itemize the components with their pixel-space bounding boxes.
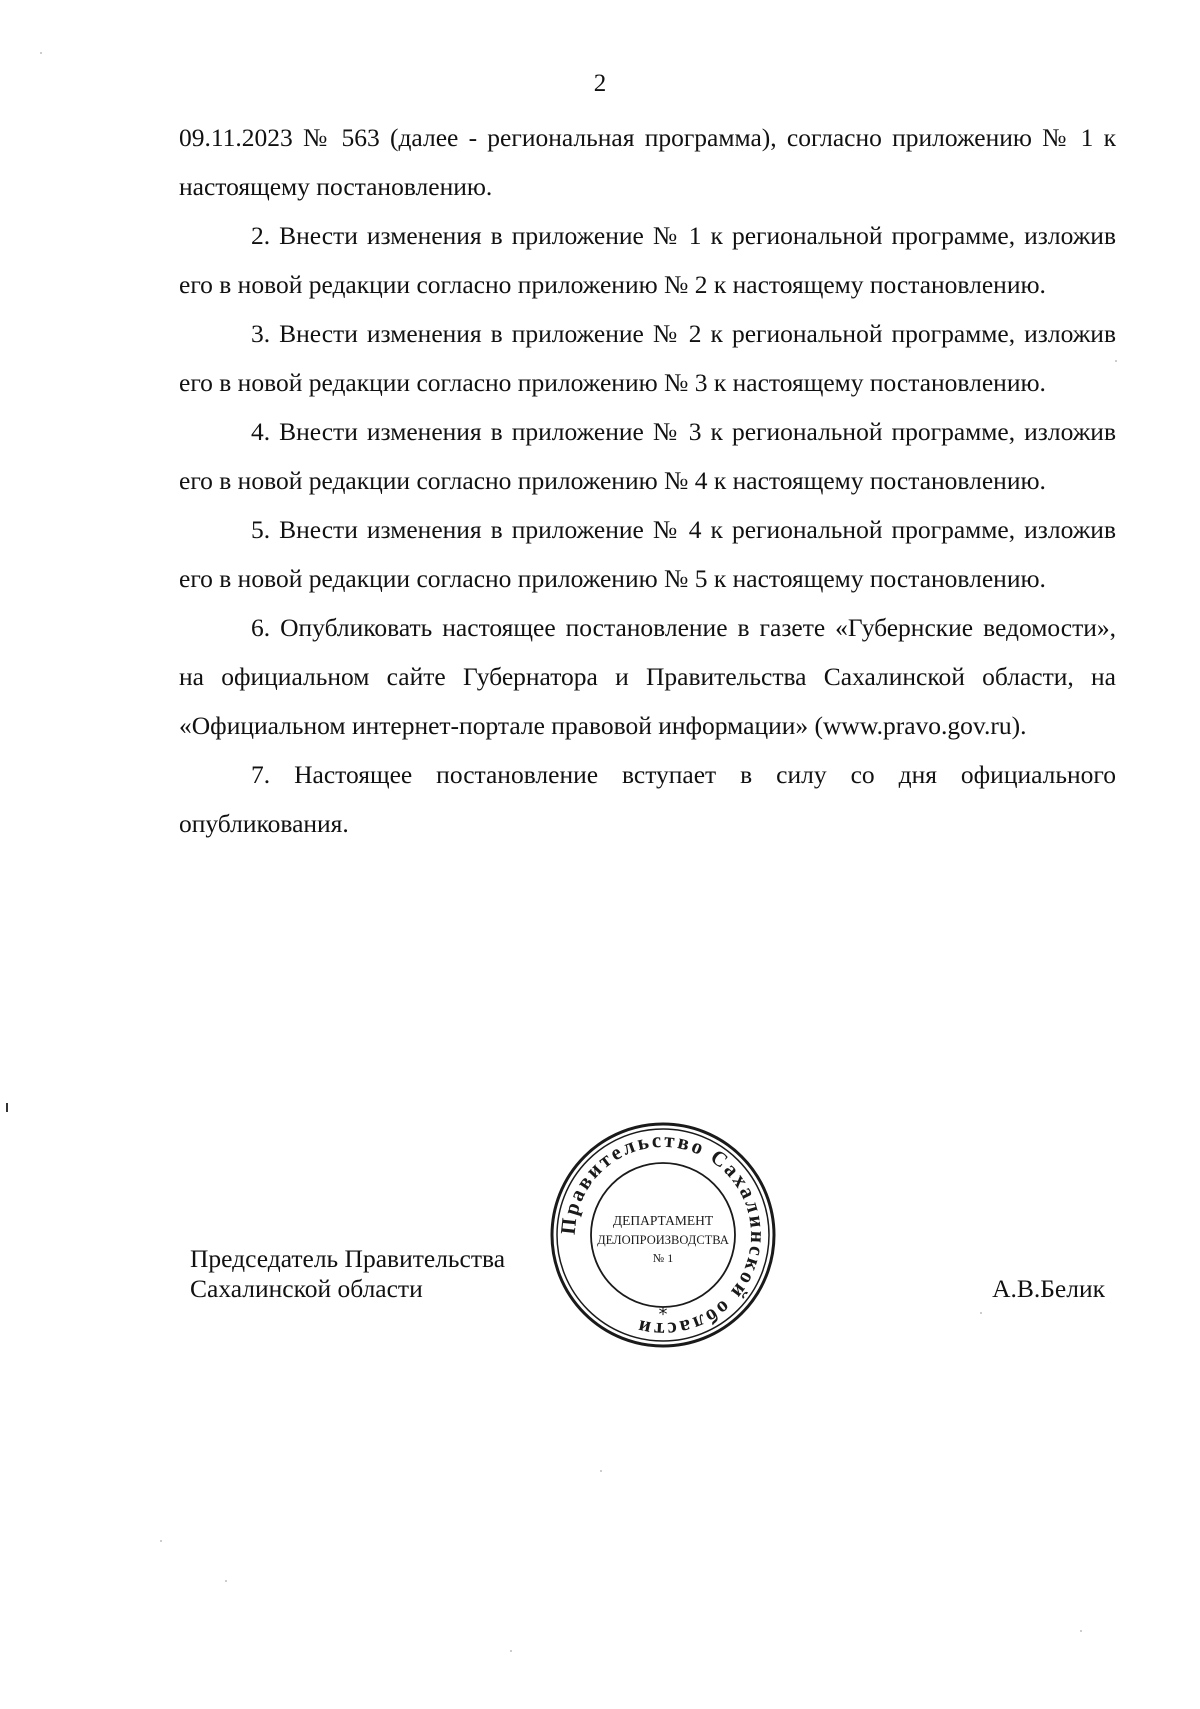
scan-speck (160, 1540, 162, 1542)
seal-graphic (548, 1120, 778, 1350)
scan-speck (225, 1580, 227, 1582)
scan-speck (1080, 1630, 1082, 1632)
seal-star: * (658, 1304, 668, 1325)
scan-margin-mark (6, 1103, 8, 1112)
paragraph-item-4: 4. Внести изменения в приложение № 3 к региональной программе, изложив его в новой редакции согласно приложению № 4 к настоящему постановлению. (179, 417, 1116, 495)
scan-speck (1115, 360, 1117, 362)
official-seal-stamp (548, 1120, 778, 1350)
page-number: 2 (593, 70, 607, 97)
seal-inner-line-1: ДЕПАРТАМЕНТ (612, 1213, 714, 1228)
signatory-position-line-2: Сахалинской области (190, 1274, 423, 1303)
signatory-position (190, 1244, 505, 1304)
paragraph-item-2: 2. Внести изменения в приложение № 1 к региональной программе, изложив его в новой редакции согласно приложению № 2 к настоящему постановлению. (179, 221, 1116, 299)
scan-speck (510, 1650, 512, 1652)
paragraph-item-7: 7. Настоящее постановление вступает в силу со дня официального опубликования. (179, 760, 1116, 838)
paragraph-item-5: 5. Внести изменения в приложение № 4 к региональной программе, изложив его в новой редакции согласно приложению № 5 к настоящему постановлению. (179, 515, 1116, 593)
paragraph-item-6: 6. Опубликовать настоящее постановление в газете «Губернские ведомости», на официальном сайте Губернатора и Правительства Сахалинской области, на «Официальном интернет-портале правовой информации» (www.pravo.gov.ru). (179, 613, 1116, 740)
scan-speck (40, 52, 42, 54)
seal-outer-text: Правительство Сахалинской области (555, 1127, 771, 1343)
paragraph-continuation: 09.11.2023 № 563 (далее - региональная программа), согласно приложению № 1 к настоящему постановлению. (179, 123, 1116, 201)
scan-speck (600, 1470, 602, 1472)
signatory-name: А.В.Белик (992, 1274, 1105, 1303)
seal-inner-line-3: № 1 (652, 1251, 674, 1265)
seal-inner-line-2: ДЕЛОПРОИЗВОДСТВА (597, 1233, 729, 1247)
paragraph-item-3: 3. Внести изменения в приложение № 2 к региональной программе, изложив его в новой редакции согласно приложению № 3 к настоящему постановлению. (179, 319, 1116, 397)
scan-speck (980, 1312, 982, 1314)
signatory-position-line-1: Председатель Правительства (190, 1244, 506, 1273)
document-body (179, 113, 1116, 848)
